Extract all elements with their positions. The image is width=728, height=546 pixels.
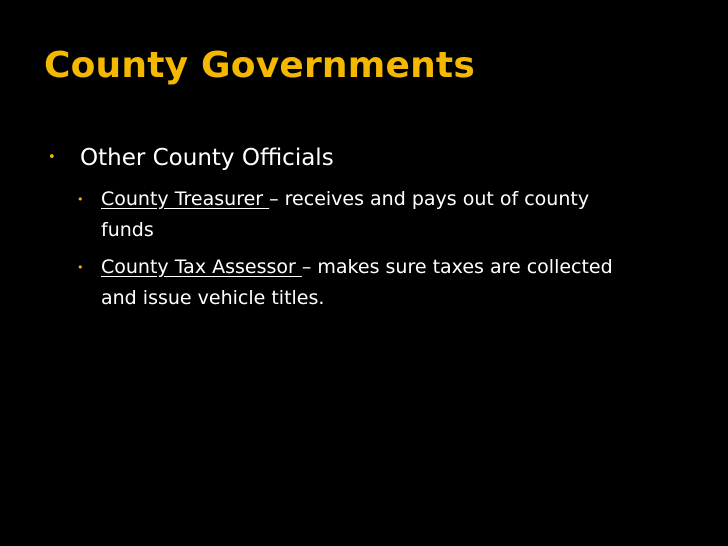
description-county-treasurer: – receives and pays out of county funds [101,188,590,241]
slide-title: County Governments [44,45,475,86]
bullet-icon: • [48,150,56,165]
term-county-treasurer: County Treasurer [101,188,270,210]
description-county-tax-assessor: – makes sure taxes are collected and issue vehicle titles. [101,256,613,309]
bullet-icon: • [77,261,84,274]
bullet-icon: • [77,193,84,206]
sub-point-tax-assessor [101,252,641,314]
main-point: Other County Officials [80,145,334,171]
term-county-tax-assessor: County Tax Assessor [101,256,302,278]
sub-point-treasurer [101,184,641,246]
